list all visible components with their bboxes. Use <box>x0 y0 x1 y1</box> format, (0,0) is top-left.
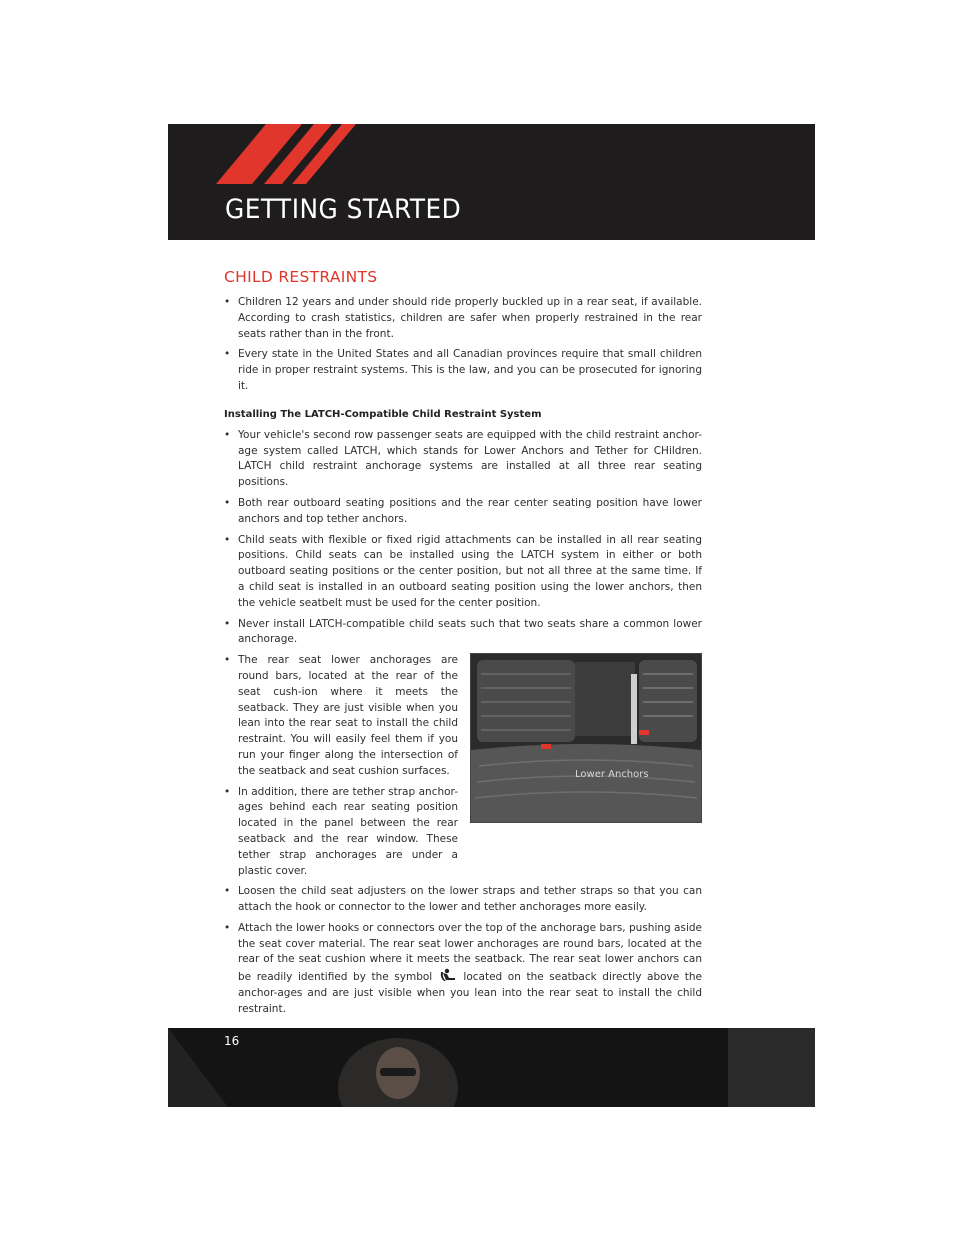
rear-seat-image <box>471 654 701 822</box>
list-item: • Your vehicle's second row passenger seats are equipped with the child restraint anchor-age system called LATCH, which stands for Lower Anchors and Tether for CHildren. LATCH child restraint anchorage systems are installed at all three rear seating positions. <box>224 428 702 489</box>
page-header <box>168 124 815 240</box>
list-item: • Every state in the United States and all Canadian provinces require that small children ride in proper restraint systems. This is the law, and you can be prosecuted for ignoring it. <box>224 348 702 392</box>
section-title: CHILD RESTRAINTS <box>224 268 378 286</box>
photo-caption: Lower Anchors <box>575 769 649 781</box>
rear-seat-photo <box>470 653 702 823</box>
child-seat-icon <box>438 968 458 982</box>
bullet-dot: • <box>224 785 231 798</box>
final-list <box>224 884 702 1017</box>
bullet-dot: • <box>224 654 231 667</box>
bullet-dot: • <box>224 348 231 361</box>
list-item: • Attach the lower hooks or connectors over the top of the anchorage bars, pushing aside the seat cover material. The rear seat lower anchorages are round bars, located at the rear of the seat cushion where it meets the seatback. The rear seat lower anchors can be readily identified by the symbol located on the seatback directly above the anchor-ages and are just visible when you lean into the rear seat to install the child restraint. <box>224 921 703 1015</box>
intro-list <box>224 295 702 395</box>
list-item: • Never install LATCH-compatible child seats such that two seats share a common lower anchorage. <box>224 617 702 646</box>
bullet-dot: • <box>224 533 231 546</box>
latch-list <box>224 428 702 648</box>
page-footer <box>168 1028 815 1107</box>
bullet-dot: • <box>224 617 231 630</box>
list-item: • Children 12 years and under should ride properly buckled up in a rear seat, if available. According to crash statistics, children are safer when properly restrained in the rear seats rather than in the front. <box>224 296 702 340</box>
racing-stripes-logo <box>168 124 368 184</box>
page-number: 16 <box>224 1034 240 1048</box>
bullet-dot: • <box>224 921 231 934</box>
list-item: • Both rear outboard seating positions and the rear center seating position have lower anchors and top tether anchors. <box>224 496 702 525</box>
footer-photo <box>168 1028 815 1107</box>
bullet-dot: • <box>224 428 231 441</box>
list-item: • Child seats with flexible or fixed rigid attachments can be installed in all rear seating positions. Child seats can be installed using the LATCH system in either or both outboard seating positions or the center position, but not all three at the same time. If a child seat is installed in an outboard seating position using the lower anchors, then the vehicle seatbelt must be used for the center position. <box>224 533 702 609</box>
page-title: GETTING STARTED <box>225 194 462 225</box>
bullet-dot: • <box>224 496 231 509</box>
list-item: • In addition, there are tether strap anchor-ages behind each rear seating position located in the panel between the rear seatback and the rear window. These tether strap anchorages are under a plastic cover. <box>224 785 458 877</box>
list-item: • Loosen the child seat adjusters on the lower straps and tether straps so that you can attach the hook or connector to the lower and tether anchorages more easily. <box>224 885 702 914</box>
main-content <box>224 268 702 1023</box>
bullet-dot: • <box>224 885 231 898</box>
bullet-dot: • <box>224 296 231 308</box>
subheading: Installing The LATCH-Compatible Child Restraint System <box>224 408 542 420</box>
figure-section <box>224 653 702 879</box>
list-item: • The rear seat lower anchorages are round bars, located at the rear of the seat cush-ion where it meets the seatback. They are just visible when you lean into the rear seat to install the child restraint. You will easily feel them if you run your finger along the intersection of the seatback and seat cushion surfaces. <box>224 654 458 777</box>
